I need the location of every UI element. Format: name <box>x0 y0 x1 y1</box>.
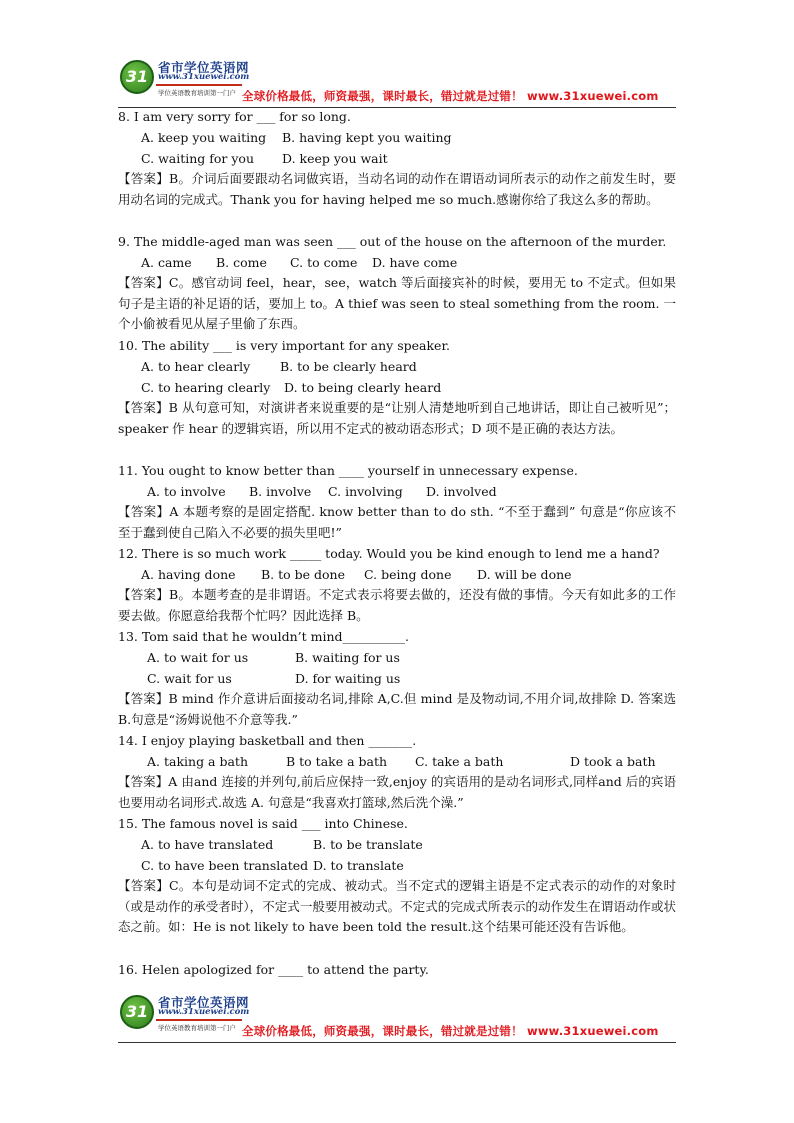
question-stem: 13. Tom said that he wouldn’t mind__________. <box>118 629 410 644</box>
option: B. involve <box>249 484 312 499</box>
answer-explanation: 【答案】B。本题考查的是非谓语。不定式表示将要去做的，还没有做的事情。今天有如此多的工作要去做。你愿意给我帮个忙吗？因此选择 B。 <box>118 587 676 623</box>
site-tagline: 学位英语教育培训第一门户 <box>158 1024 236 1032</box>
answer-explanation: 【答案】B。介词后面要跟动名词做宾语，当动名词的动作在谓语动词所表示的动作之前发生时，要用动名词的完成式。Thank you for having helped me so much.感谢你给了我这么多的帮助。 <box>118 171 676 207</box>
option: D. to translate <box>313 858 404 873</box>
answer-explanation: 【答案】C。感官动词 feel，hear，see，watch 等后面接宾补的时候，要用无 to 不定式。但如果句子是主语的补足语的话，要加上 to。A thief was seen to steal something from the room. 一个小偷被看见从屋子里偷了东西。 <box>118 275 676 332</box>
header-slogan[interactable]: 全球价格最低，师资最强，课时最长，错过就是过错！ www.31xuewei.com <box>242 89 659 103</box>
answer-explanation: 【答案】C。本句是动词不定式的完成、被动式。当不定式的逻辑主语是不定式表示的动作的对象时（或是动作的承受者时），不定式一般要用被动式。不定式的完成式所表示的动作发生在谓语动作或状态之前。如：He is not likely to have been told the result.这个结果可能还没有告诉他。 <box>118 878 676 935</box>
option: A. to involve <box>147 484 226 499</box>
option: A. having done <box>141 567 236 582</box>
question-stem: 8. I am very sorry for ___ for so long. <box>118 109 351 124</box>
site-logo-icon: 31 <box>120 60 154 94</box>
option: B. come <box>216 255 267 270</box>
site-logo-name: 省市学位英语网 <box>158 995 250 1010</box>
option: B. having kept you waiting <box>282 130 452 145</box>
option: A. to have translated <box>141 837 274 852</box>
option: A. to hear clearly <box>141 359 251 374</box>
footer-slogan[interactable]: 全球价格最低，师资最强，课时最长，错过就是过错！ www.31xuewei.com <box>242 1024 659 1038</box>
option: C. to come <box>290 255 358 270</box>
site-logo-icon: 31 <box>120 995 154 1029</box>
answer-explanation: 【答案】A 本题考察的是固定搭配. know better than to do sth. “不至于蠢到” 句意是“你应该不至于蠢到使自己陷入不必要的损失里吧!” <box>118 504 676 540</box>
site-logo-url: www.31xuewei.com <box>158 1007 250 1017</box>
question-stem: 12. There is so much work _____ today. Would you be kind enough to lend me a hand? <box>118 546 660 561</box>
answer-explanation: 【答案】B mind 作介意讲后面接动名词,排除 A,C.但 mind 是及物动词,不用介词,故排除 D. 答案选 B.句意是“汤姆说他不介意等我.” <box>118 691 676 727</box>
option: D. have come <box>372 255 458 270</box>
logo-underline <box>156 1019 242 1021</box>
option: A. came <box>141 255 192 270</box>
answer-explanation: 【答案】A 由and 连接的并列句,前后应保持一致,enjoy 的宾语用的是动名词形式,同样and 后的宾语也要用动名词形式.故选 A. 句意是“我喜欢打篮球,然后洗个澡.” <box>118 774 676 810</box>
option: A. taking a bath <box>147 754 249 769</box>
option: C. to hearing clearly <box>141 380 271 395</box>
option: C. wait for us <box>147 671 232 686</box>
answer-explanation: 【答案】B 从句意可知，对演讲者来说重要的是“让别人清楚地听到自己地讲话，即让自己被听见”；speaker 作 hear 的逻辑宾语，所以用不定式的被动语态形式；D 项不是正确的表达方法。 <box>118 400 676 436</box>
option: D. keep you wait <box>282 151 388 166</box>
site-logo-url: www.31xuewei.com <box>158 72 250 82</box>
question-stem: 15. The famous novel is said ___ into Chinese. <box>118 816 408 831</box>
option: A. to wait for us <box>147 650 249 665</box>
site-logo-name: 省市学位英语网 <box>158 60 250 75</box>
question-stem: 16. Helen apologized for ____ to attend the party. <box>118 962 429 977</box>
logo-underline <box>156 84 242 86</box>
question-stem: 10. The ability ___ is very important for any speaker. <box>118 338 451 353</box>
option: D took a bath <box>570 754 656 769</box>
header-banner <box>118 58 676 108</box>
option: C. to have been translated <box>141 858 309 873</box>
question-stem: 11. You ought to know better than ____ yourself in unnecessary expense. <box>118 463 578 478</box>
option: B. waiting for us <box>295 650 400 665</box>
option: D. to being clearly heard <box>284 380 442 395</box>
option: A. keep you waiting <box>141 130 267 145</box>
option: D. involved <box>426 484 497 499</box>
option: B. to be done <box>261 567 346 582</box>
option: C. waiting for you <box>141 151 255 166</box>
option: D. will be done <box>477 567 572 582</box>
option: D. for waiting us <box>295 671 401 686</box>
footer-banner <box>118 993 676 1043</box>
option: C. being done <box>364 567 452 582</box>
question-stem: 9. The middle-aged man was seen ___ out of the house on the afternoon of the murder. <box>118 234 667 249</box>
option: B to take a bath <box>286 754 388 769</box>
option: C. involving <box>328 484 403 499</box>
site-tagline: 学位英语教育培训第一门户 <box>158 89 236 97</box>
option: B. to be translate <box>313 837 423 852</box>
footer-divider <box>118 1042 676 1043</box>
option: C. take a bath <box>415 754 504 769</box>
question-stem: 14. I enjoy playing basketball and then _______. <box>118 733 417 748</box>
option: B. to be clearly heard <box>280 359 417 374</box>
